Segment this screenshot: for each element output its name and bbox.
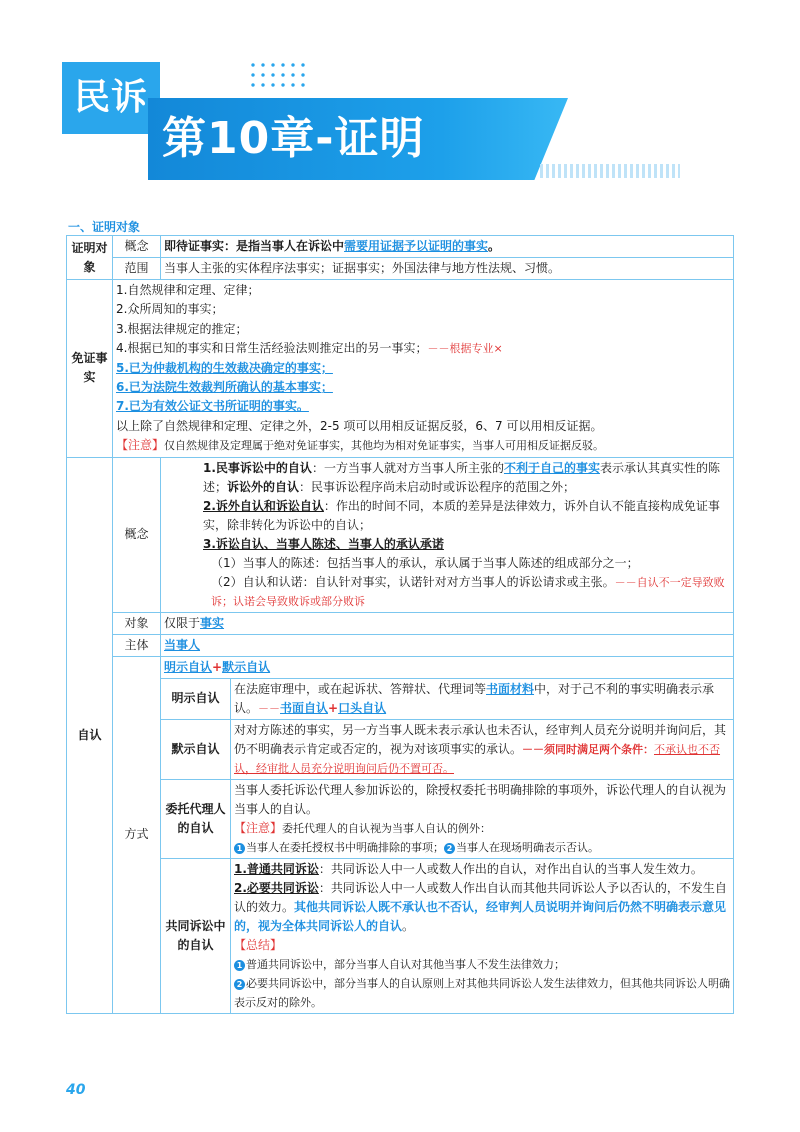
section-title: 一、证明对象 [68,220,141,234]
exempt-note [116,436,730,455]
text: ：共同诉讼人中一人或数人作出的自认，对作出自认的当事人发生效力。 [318,861,703,876]
text: 。 [402,918,415,933]
summary-tag: 【总结】 [234,937,283,952]
text: 仅限于 [164,615,201,630]
list-item [116,339,730,358]
number-badge: 2 [444,843,455,854]
paragraph [203,497,730,535]
paragraph [234,879,730,936]
highlight: 书面材料 [486,681,535,696]
table-row [67,236,734,258]
handwritten-note: 不承认也不否认，经审批人员充分说明询问后仍不置可否。 [234,742,721,775]
method-label-implicit: 默示自认 [161,719,231,779]
paragraph: 当事人委托诉讼代理人参加诉讼的，除授权委托书明确排除的事项外，诉讼代理人的自认视为当事人的自认。 [234,782,727,816]
text: + [328,700,339,715]
paragraph [234,838,730,857]
note-tag: 【注意】 [116,438,165,453]
highlight: 事实 [200,615,225,630]
text: ：是指当事人在诉讼中 [224,239,345,253]
method-implicit-text [231,719,734,779]
text: 表示承认其真实性的陈述； [203,460,720,494]
note-text: 必要共同诉讼中，部分当事人的自认原则上对其他共同诉讼人发生法律效力，但其他共同诉讼人明确表示反对的除外。 [234,976,730,1009]
note-text: 委托代理人的自认视为当事人自认的例外： [282,821,492,835]
paragraph: 3.诉讼自认、当事人陈述、当事人的承认承诺 [203,536,444,551]
highlight: 不利于自己的事实 [503,460,600,475]
table-row [67,779,734,858]
number-badge: 1 [234,843,245,854]
page-number: 40 [66,1082,86,1098]
text: ：作出的时间不同，本质的差异是法律效力，诉外自认不能直接构成免证事实，除非转化为诉讼中的自认； [203,498,720,532]
table-row [67,612,734,634]
exempt-facts-list [113,280,734,458]
term: 诉讼外的自认 [227,479,300,494]
table-row [67,280,734,458]
list-item: 1.自然规律和定理、定律； [116,283,260,297]
highlight: 默示自认 [222,659,271,674]
text: + [212,659,223,674]
number-badge: 2 [234,979,245,990]
admission-object [161,612,734,634]
note-text: 仅自然规律及定理属于绝对免证事实，其他均为相对免证事实，当事人可用相反证据反驳。 [164,439,605,453]
subject-tag: 民诉 [73,77,148,118]
method-label-joint: 共同诉讼中的自认 [161,858,231,1013]
chapter-title: 第10章-证明 [162,113,425,164]
highlight: 明示自认 [164,659,213,674]
term: 即待证事实 [164,239,225,253]
chapter-header [0,0,800,210]
paragraph [234,860,730,879]
handwritten-note: －－须同时满足两个条件： [522,742,655,756]
sub-label-method: 方式 [113,656,161,1013]
table-row [67,258,734,280]
table-row [67,634,734,656]
notes-table [66,235,734,1014]
term: 2.必要共同诉讼 [234,880,319,895]
paragraph [234,819,730,838]
paragraph [203,573,730,611]
text: 4.根据已知的事实和日常生活经验法则推定出的另一事实； [116,341,428,356]
highlight: 当事人 [164,637,201,652]
sub-label-concept: 概念 [113,457,161,612]
admission-subject [161,634,734,656]
note-text: 当事人在委托授权书中明确排除的事项； [246,840,444,854]
highlight: 口头自认 [338,700,387,715]
list-item: 3.根据法律规定的推定； [116,321,248,336]
highlight: 需要用证据予以证明的事实 [344,239,489,253]
row-label-admission: 自认 [67,457,113,1013]
decor-dot-grid [248,60,306,90]
table-row [67,858,734,1013]
table-row [67,457,734,612]
number-badge: 1 [234,960,245,971]
method-label-agent: 委托代理人的自认 [161,779,231,858]
sub-label-scope: 范围 [113,258,161,280]
text: 。 [488,239,501,253]
text: 1. [203,460,216,475]
note-tag: 【注意】 [234,820,283,835]
note-text: 普通共同诉讼中，部分当事人自认对其他当事人不发生法律效力； [246,957,565,971]
list-item: 2.众所周知的事实； [116,302,224,317]
handwritten-note: －－根据专业× [427,342,503,356]
text: ：民事诉讼程序尚未启动时或诉讼程序的范围之外； [299,479,576,494]
paragraph [234,955,730,974]
paragraph [234,974,730,1012]
method-agent-text [231,779,734,858]
paragraph: （1）当事人的陈述：包括当事人的承认，承认属于当事人陈述的组成部分之一； [211,555,639,570]
note-text: 当事人在现场明确表示否认。 [456,840,599,854]
method-joint-text [231,858,734,1013]
text: 在法庭审理中，或在起诉状、答辩状、代理词等 [234,681,487,696]
admission-method-heading [161,656,734,678]
sub-label-concept: 概念 [113,236,161,258]
text: （2）自认和认诺：自认针对事实，认诺针对对方当事人的诉讼请求或主张。 [211,574,615,589]
method-explicit-text [231,678,734,719]
list-item: 7.已为有效公证文书所证明的事实。 [116,399,309,414]
method-label-explicit: 明示自认 [161,678,231,719]
text: ：共同诉讼人中一人或数人作出自认而其他共同诉讼人予以否认的，不发生自认的效力。 [234,880,727,914]
text: ：一方当事人就对方当事人所主张的 [311,460,504,475]
table-row [67,678,734,719]
highlight: 书面自认 [280,700,329,715]
table-row [67,656,734,678]
proof-object-concept [161,236,734,258]
highlight: 其他共同诉讼人既不承认也不否认，经审判人员说明并询问后仍然不明确表示意见的，视为全体共同诉讼人的自认 [234,899,727,933]
text: 中，对于己不利的事实明确表示承认。 [234,681,715,715]
list-item: 5.已为仲裁机构的生效裁决确定的事实； [116,360,333,375]
row-label-proof-object: 证明对象 [67,236,113,280]
admission-concept [161,457,734,612]
term: 1.普通共同诉讼 [234,861,319,876]
proof-object-scope: 当事人主张的实体程序法事实；证据事实；外国法律与地方性法规、习惯。 [161,258,734,280]
list-item: 6.已为法院生效裁判所确认的基本事实； [116,380,333,395]
paragraph [203,459,730,497]
table-row [67,719,734,779]
term: 2.诉外自认和诉讼自认 [203,498,324,513]
handwritten-note: －－ [258,701,281,715]
sub-label-subject: 主体 [113,634,161,656]
handwritten-note: －－自认不一定导致败诉；认诺会导致败诉或部分败诉 [211,575,725,608]
decor-stripe [540,164,680,178]
text: 对对方陈述的事实，另一方当事人既未表示承认也未否认，经审判人员充分说明并询问后，其仍不明确表示肯定或否定的，视为对该项事实的承认。 [234,722,727,756]
term: 民事诉讼中的自认 [215,460,312,475]
exempt-summary: 以上除了自然规律和定理、定律之外，2-5 项可以用相反证据反驳，6、7 可以用相反证据。 [116,418,603,433]
row-label-exempt-facts: 免证事实 [67,280,113,458]
sub-label-object: 对象 [113,612,161,634]
